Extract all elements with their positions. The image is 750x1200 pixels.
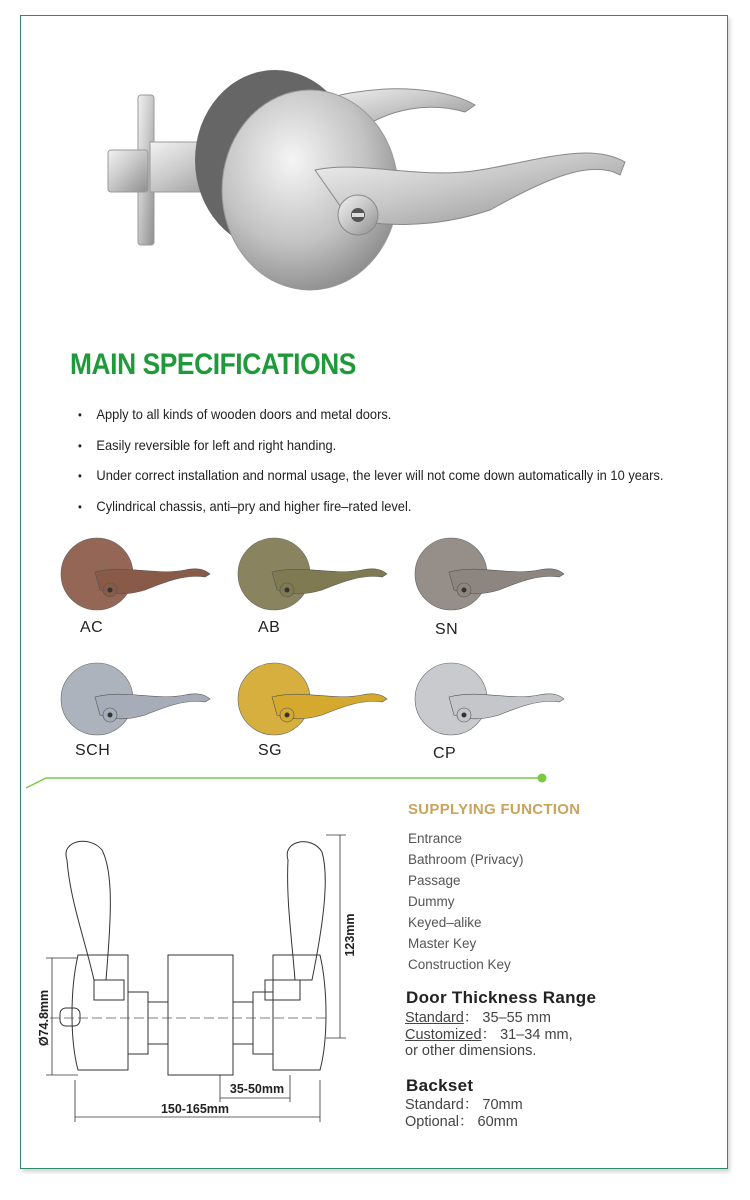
finish-ac (55, 532, 215, 642)
lever-lock-hero-image (60, 50, 660, 300)
backset-title: Backset (406, 1076, 474, 1095)
finish-options (55, 532, 575, 772)
lever-sg-icon (232, 657, 392, 737)
lever-ac-icon (55, 532, 215, 612)
bullet-icon: • (78, 499, 82, 514)
finish-cp (409, 657, 569, 767)
door-standard-row: Standard： 35–55 mm (405, 1010, 551, 1026)
function-item: Dummy (408, 894, 455, 909)
finish-code: AC (80, 619, 104, 636)
main-specifications-title: MAIN SPECIFICATIONS (70, 348, 356, 381)
finish-sn (409, 532, 569, 642)
finish-ab (232, 532, 392, 642)
bullet-icon: • (78, 408, 82, 422)
backset-standard: Standard： 70mm (405, 1097, 523, 1113)
lever-sch-icon (55, 657, 215, 737)
finish-code: SG (258, 742, 283, 759)
door-customized-row: Customized： 31–34 mm, (405, 1026, 573, 1043)
spec-item: • Cylindrical chassis, anti–pry and higher fire–rated level. (78, 492, 667, 523)
door-thickness-details (405, 1010, 573, 1060)
finish-code: AB (258, 619, 281, 636)
dim-diameter: Ø74.8mm (37, 989, 51, 1047)
function-item: Bathroom (Privacy) (408, 852, 524, 867)
function-item: Master Key (408, 936, 477, 951)
technical-drawing (30, 830, 390, 1130)
dim-thickness: 35-50mm (229, 1082, 285, 1096)
door-thickness-title: Door Thickness Range (406, 988, 597, 1007)
supplying-function-list (408, 828, 524, 975)
spec-item: • Easily reversible for left and right handing. (78, 431, 667, 462)
finish-code: CP (433, 745, 457, 762)
lever-ab-icon (232, 532, 392, 612)
door-other-row: or other dimensions. (405, 1043, 537, 1059)
backset-optional: Optional： 60mm (405, 1114, 518, 1130)
function-item: Entrance (408, 831, 463, 846)
function-item: Keyed–alike (408, 915, 482, 930)
lever-cp-icon (409, 657, 569, 737)
finish-code: SN (435, 621, 459, 638)
supplying-function-title: SUPPLYING FUNCTION (408, 801, 581, 818)
finish-code: SCH (75, 742, 111, 759)
function-item: Construction Key (408, 957, 511, 972)
section-divider (24, 770, 554, 790)
lever-sn-icon (409, 532, 569, 612)
function-item: Passage (408, 873, 461, 888)
bullet-icon: • (78, 438, 82, 453)
dim-height: 123mm (343, 913, 357, 957)
dim-total-width: 150-165mm (160, 1102, 230, 1116)
specifications-list (78, 400, 718, 522)
spec-item: • Apply to all kinds of wooden doors and metal doors. (78, 400, 667, 431)
backset-details (405, 1097, 523, 1131)
bullet-icon: • (78, 469, 82, 483)
spec-item: • Under correct installation and normal usage, the lever will not come down automatically in 10 years. (78, 461, 667, 492)
finish-sg (232, 657, 392, 767)
finish-sch (55, 657, 215, 767)
